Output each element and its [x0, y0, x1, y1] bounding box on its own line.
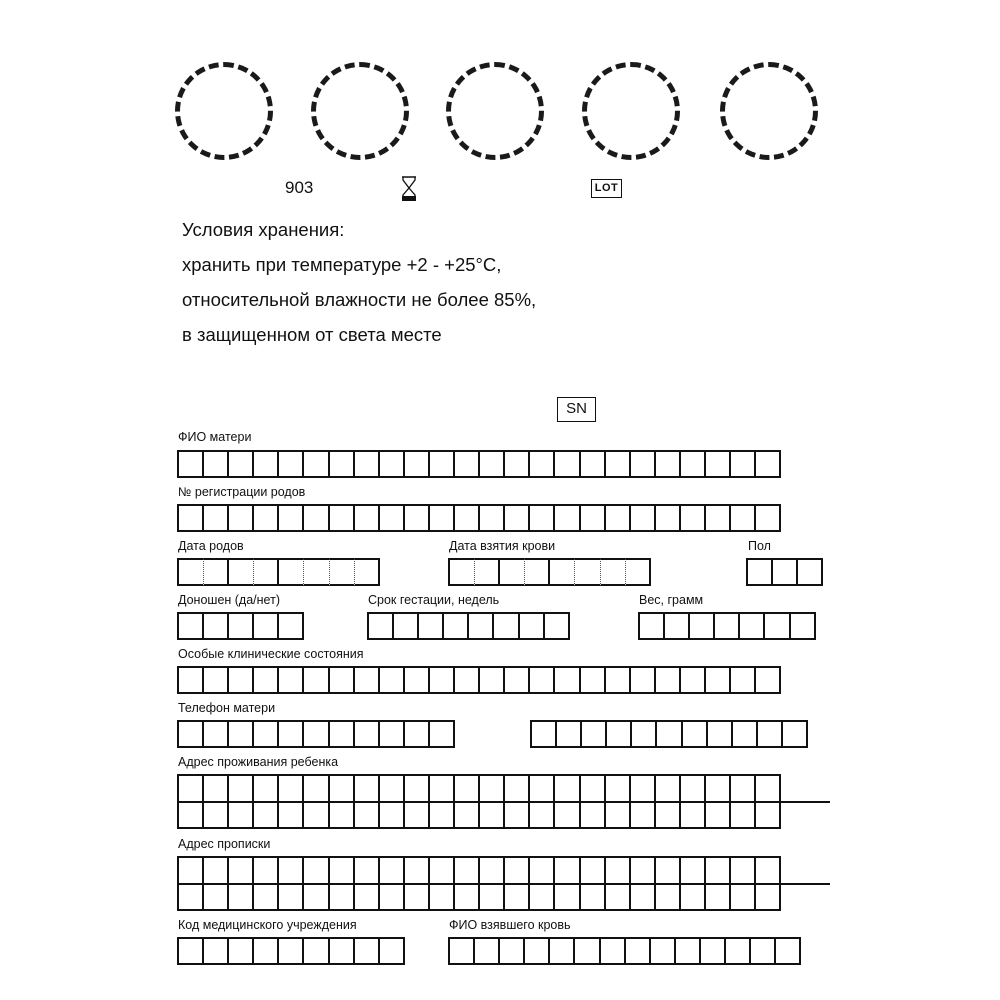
char-box[interactable]	[731, 666, 756, 694]
char-box[interactable]	[304, 937, 329, 965]
char-box[interactable]	[450, 558, 475, 586]
char-box[interactable]	[254, 720, 279, 748]
char-box[interactable]	[751, 937, 776, 965]
char-box[interactable]	[330, 558, 355, 586]
char-box[interactable]	[229, 450, 254, 478]
char-box[interactable]	[204, 558, 229, 586]
char-box[interactable]	[582, 720, 607, 748]
symbol-circle-1	[175, 62, 273, 160]
char-box[interactable]	[204, 720, 229, 748]
char-box[interactable]	[279, 558, 304, 586]
char-box[interactable]	[380, 450, 405, 478]
char-box[interactable]	[530, 666, 555, 694]
char-box[interactable]	[783, 720, 808, 748]
char-box[interactable]	[254, 504, 279, 532]
char-box[interactable]	[626, 937, 651, 965]
label-blood-date: Дата взятия крови	[449, 539, 556, 553]
char-box[interactable]	[681, 450, 706, 478]
char-box[interactable]	[405, 450, 430, 478]
char-box[interactable]	[480, 450, 505, 478]
char-box[interactable]	[475, 558, 500, 586]
char-box[interactable]	[690, 612, 715, 640]
char-box[interactable]	[520, 612, 545, 640]
char-box[interactable]	[304, 720, 329, 748]
char-box[interactable]	[640, 612, 665, 640]
char-box[interactable]	[380, 666, 405, 694]
char-box[interactable]	[575, 558, 600, 586]
storage-conditions	[182, 212, 536, 352]
label-child-address: Адрес проживания ребенка	[178, 755, 339, 769]
char-box[interactable]	[555, 450, 580, 478]
char-box[interactable]	[430, 720, 455, 748]
char-box[interactable]	[555, 504, 580, 532]
storage-title: Условия хранения:	[182, 219, 345, 240]
char-box[interactable]	[631, 504, 656, 532]
char-box[interactable]	[626, 558, 651, 586]
char-box[interactable]	[355, 450, 380, 478]
char-box[interactable]	[706, 450, 731, 478]
char-box[interactable]	[405, 720, 430, 748]
char-box[interactable]	[229, 666, 254, 694]
char-box[interactable]	[204, 450, 229, 478]
char-box[interactable]	[455, 450, 480, 478]
char-box[interactable]	[748, 558, 773, 586]
char-box[interactable]	[229, 937, 254, 965]
char-box[interactable]	[254, 450, 279, 478]
char-box[interactable]	[550, 558, 575, 586]
char-box[interactable]	[500, 558, 525, 586]
char-box[interactable]	[740, 612, 765, 640]
char-box[interactable]	[681, 666, 706, 694]
char-box[interactable]	[450, 937, 475, 965]
char-box[interactable]	[204, 937, 229, 965]
char-box[interactable]	[430, 666, 455, 694]
char-box[interactable]	[601, 937, 626, 965]
label-registration-address: Адрес прописки	[178, 837, 271, 851]
char-box[interactable]	[179, 450, 204, 478]
char-box[interactable]	[731, 450, 756, 478]
char-box[interactable]	[706, 666, 731, 694]
char-box[interactable]	[791, 612, 816, 640]
symbol-circle-4	[582, 62, 680, 160]
char-box[interactable]	[701, 937, 726, 965]
char-box[interactable]	[656, 666, 681, 694]
label-institution-code: Код медицинского учреждения	[178, 918, 357, 932]
char-box[interactable]	[355, 937, 380, 965]
char-box[interactable]	[581, 450, 606, 478]
storage-line-2: относительной влажности не более 85%,	[182, 289, 537, 310]
char-box[interactable]	[204, 504, 229, 532]
storage-line-3: в защищенном от света месте	[182, 324, 442, 345]
char-box[interactable]	[731, 504, 756, 532]
char-box[interactable]	[330, 504, 355, 532]
char-box[interactable]	[480, 666, 505, 694]
char-box[interactable]	[765, 612, 790, 640]
char-box[interactable]	[304, 666, 329, 694]
char-box[interactable]	[229, 612, 254, 640]
char-box[interactable]	[706, 504, 731, 532]
char-box[interactable]	[380, 937, 405, 965]
label-weight: Вес, грамм	[639, 593, 704, 607]
char-box[interactable]	[179, 558, 204, 586]
char-box[interactable]	[606, 666, 631, 694]
label-clinical-conditions: Особые клинические состояния	[178, 647, 364, 661]
gestation-boxes[interactable]	[367, 612, 570, 640]
char-box[interactable]	[505, 666, 530, 694]
char-box[interactable]	[179, 612, 204, 640]
char-box[interactable]	[330, 666, 355, 694]
char-box[interactable]	[773, 558, 798, 586]
char-box[interactable]	[607, 720, 632, 748]
char-box[interactable]	[500, 937, 525, 965]
char-box[interactable]	[455, 666, 480, 694]
char-box[interactable]	[480, 504, 505, 532]
char-box[interactable]	[380, 720, 405, 748]
label-blood-taker: ФИО взявшего кровь	[449, 918, 571, 932]
char-box[interactable]	[601, 558, 626, 586]
char-box[interactable]	[204, 612, 229, 640]
char-box[interactable]	[656, 504, 681, 532]
char-box[interactable]	[355, 666, 380, 694]
lot-symbol: LOT	[591, 179, 622, 198]
char-box[interactable]	[656, 450, 681, 478]
registration-address-divider	[177, 883, 830, 885]
char-box[interactable]	[179, 720, 204, 748]
char-box[interactable]	[330, 937, 355, 965]
char-box[interactable]	[557, 720, 582, 748]
char-box[interactable]	[254, 937, 279, 965]
char-box[interactable]	[676, 937, 701, 965]
weight-boxes[interactable]	[638, 612, 816, 640]
institution-code-boxes[interactable]	[177, 937, 405, 965]
mother-name-boxes[interactable]	[177, 450, 781, 478]
char-box[interactable]	[545, 612, 570, 640]
char-box[interactable]	[405, 666, 430, 694]
char-box[interactable]	[631, 450, 656, 478]
char-box[interactable]	[254, 666, 279, 694]
char-box[interactable]	[575, 937, 600, 965]
char-box[interactable]	[455, 504, 480, 532]
char-box[interactable]	[581, 666, 606, 694]
char-box[interactable]	[430, 504, 455, 532]
char-box[interactable]	[304, 450, 329, 478]
char-box[interactable]	[715, 612, 740, 640]
char-box[interactable]	[279, 450, 304, 478]
label-full-term: Доношен (да/нет)	[178, 593, 280, 607]
char-box[interactable]	[405, 504, 430, 532]
char-box[interactable]	[179, 937, 204, 965]
char-box[interactable]	[304, 558, 329, 586]
char-box[interactable]	[229, 720, 254, 748]
char-box[interactable]	[555, 666, 580, 694]
char-box[interactable]	[444, 612, 469, 640]
hourglass-icon	[400, 176, 418, 202]
storage-line-1: хранить при температуре +2 - +25°С,	[182, 254, 502, 275]
char-box[interactable]	[505, 450, 530, 478]
char-box[interactable]	[798, 558, 823, 586]
char-box[interactable]	[758, 720, 783, 748]
char-box[interactable]	[632, 720, 657, 748]
mother-phone-boxes-1[interactable]	[177, 720, 455, 748]
char-box[interactable]	[279, 504, 304, 532]
char-box[interactable]	[475, 937, 500, 965]
blood-taker-boxes[interactable]	[448, 937, 801, 965]
char-box[interactable]	[756, 504, 781, 532]
char-box[interactable]	[530, 504, 555, 532]
char-box[interactable]	[756, 450, 781, 478]
child-address-divider	[177, 801, 830, 803]
mother-phone-boxes-2[interactable]	[530, 720, 808, 748]
char-box[interactable]	[204, 666, 229, 694]
char-box[interactable]	[631, 666, 656, 694]
char-box[interactable]	[179, 504, 204, 532]
char-box[interactable]	[683, 720, 708, 748]
char-box[interactable]	[525, 558, 550, 586]
char-box[interactable]	[606, 504, 631, 532]
char-box[interactable]	[776, 937, 801, 965]
char-box[interactable]	[733, 720, 758, 748]
full-term-boxes[interactable]	[177, 612, 304, 640]
char-box[interactable]	[279, 720, 304, 748]
symbol-circle-2	[311, 62, 409, 160]
label-birth-registration: № регистрации родов	[178, 485, 306, 499]
char-box[interactable]	[681, 504, 706, 532]
char-box[interactable]	[279, 937, 304, 965]
char-box[interactable]	[665, 612, 690, 640]
char-box[interactable]	[430, 450, 455, 478]
char-box[interactable]	[229, 504, 254, 532]
label-mother-name: ФИО матери	[178, 430, 252, 444]
char-box[interactable]	[330, 720, 355, 748]
char-box[interactable]	[550, 937, 575, 965]
label-gestation: Срок гестации, недель	[368, 593, 500, 607]
birth-date-boxes[interactable]	[177, 558, 380, 586]
char-box[interactable]	[254, 612, 279, 640]
char-box[interactable]	[355, 558, 380, 586]
char-box[interactable]	[380, 504, 405, 532]
label-birth-date: Дата родов	[178, 539, 244, 553]
char-box[interactable]	[581, 504, 606, 532]
char-box[interactable]	[469, 612, 494, 640]
serial-number-symbol: SN	[557, 397, 596, 422]
symbol-circle-3	[446, 62, 544, 160]
char-box[interactable]	[494, 612, 519, 640]
char-box[interactable]	[756, 666, 781, 694]
char-box[interactable]	[530, 450, 555, 478]
char-box[interactable]	[254, 558, 279, 586]
char-box[interactable]	[330, 450, 355, 478]
char-box[interactable]	[304, 504, 329, 532]
clinical-conditions-boxes[interactable]	[177, 666, 781, 694]
label-sex: Пол	[748, 539, 771, 553]
char-box[interactable]	[657, 720, 682, 748]
char-box[interactable]	[355, 720, 380, 748]
char-box[interactable]	[369, 612, 394, 640]
char-box[interactable]	[355, 504, 380, 532]
char-box[interactable]	[419, 612, 444, 640]
sex-boxes[interactable]	[746, 558, 823, 586]
symbol-circle-5	[720, 62, 818, 160]
char-box[interactable]	[708, 720, 733, 748]
char-box[interactable]	[606, 450, 631, 478]
char-box[interactable]	[651, 937, 676, 965]
char-box[interactable]	[532, 720, 557, 748]
manufacturer-code: 903	[285, 178, 314, 197]
char-box[interactable]	[394, 612, 419, 640]
birth-registration-boxes[interactable]	[177, 504, 781, 532]
char-box[interactable]	[279, 666, 304, 694]
char-box[interactable]	[279, 612, 304, 640]
label-mother-phone: Телефон матери	[178, 701, 276, 715]
char-box[interactable]	[726, 937, 751, 965]
char-box[interactable]	[525, 937, 550, 965]
char-box[interactable]	[179, 666, 204, 694]
char-box[interactable]	[229, 558, 254, 586]
blood-date-boxes[interactable]	[448, 558, 651, 586]
char-box[interactable]	[505, 504, 530, 532]
